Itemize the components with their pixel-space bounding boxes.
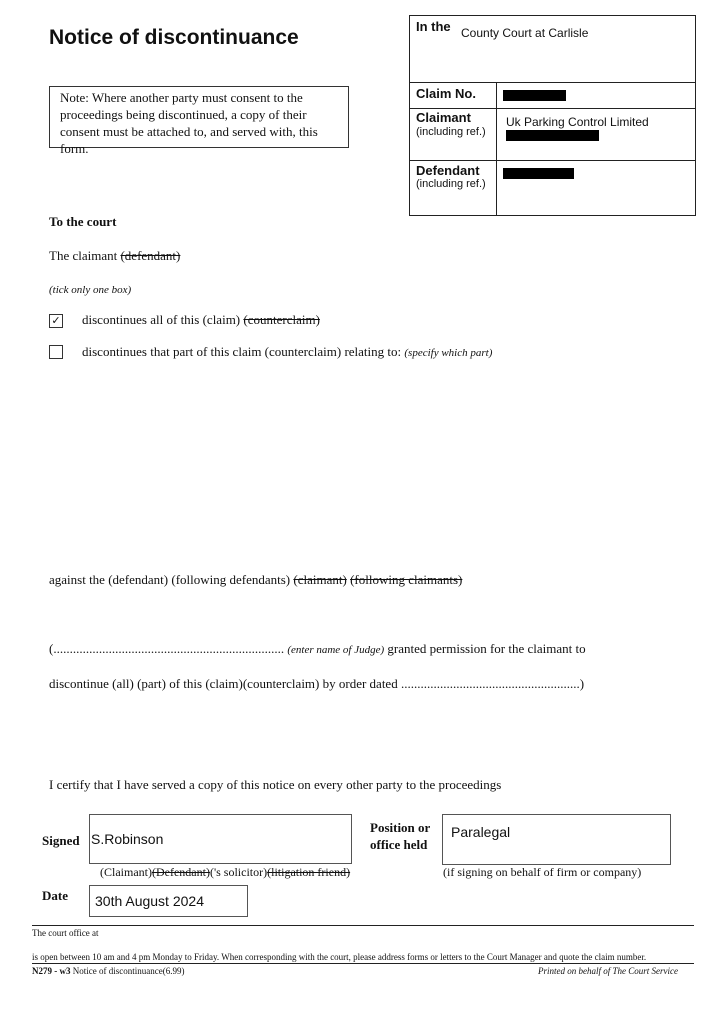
role-solicitor: ('s solicitor) [209,865,268,879]
position-label [370,819,430,853]
note-box: Note: Where another party must consent to the proceedings being discontinued, a copy of their consent must be attached to, and served with, this form. [49,86,349,148]
in-the-label: In the [416,19,451,34]
claimant-prefix: The claimant [49,248,121,263]
against-text: against the (defendant) (following defendants) [49,572,294,587]
claimant-struck-defendant: (defendant) [120,248,181,263]
certify-statement: I certify that I have served a copy of this notice on every other party to the proceedings [49,777,502,792]
position-hint: (if signing on behalf of firm or company) [443,865,642,879]
court-row [410,16,695,83]
form-code: N279 - w3 [32,966,71,976]
form-name: Notice of discontinuance(6.99) [70,966,185,976]
case-info-table [409,15,696,216]
redacted-claimant-ref [506,130,599,141]
court-name: County Court at Carlisle [461,26,589,40]
option-part-label [82,344,492,360]
option-all-checkbox[interactable]: ✓ [49,314,63,328]
option-all-struck: (counterclaim) [243,312,320,327]
role-struck-defendant: (Defendant) [151,865,210,879]
permission-line-2: discontinue (all) (part) of this (claim)(counterclaim) by order dated .......................................................) [49,676,585,691]
opening-hours-text: is open between 10 am and 4 pm Monday to Friday. When corresponding with the court, please address forms or letters to the Court Manager and quote the claim number. [32,952,647,962]
date-label: Date [42,888,68,903]
redacted-claim-no [503,90,566,101]
redacted-defendant [503,168,574,179]
option-all-label [82,312,320,328]
tick-hint: (tick only one box) [49,284,132,296]
claim-no-label: Claim No. [416,86,476,101]
option-part-hint: (specify which part) [404,347,493,359]
permission-hint: (enter name of Judge) [287,644,385,656]
role-claimant: (Claimant) [100,865,152,879]
to-the-court-heading: To the court [49,214,117,229]
against-struck-following-claimants: (following claimants) [350,572,463,587]
signer-role-line [100,865,350,880]
defendant-row [410,161,695,215]
claimant-line [49,248,180,264]
court-office-text: The court office at [32,928,99,938]
date-field[interactable]: 30th August 2024 [89,885,248,917]
printed-on-behalf: Printed on behalf of The Court Service [538,966,678,976]
signed-label: Signed [42,833,80,848]
position-label-line-1: Position or [370,820,431,835]
permission-line-1 [49,641,586,657]
option-all-text: discontinues all of this (claim) [82,312,244,327]
footer-divider-top [32,925,694,926]
against-struck-claimant: (claimant) [293,572,347,587]
signed-field[interactable]: S.Robinson [89,814,352,864]
against-line [49,572,462,588]
form-reference [32,966,184,976]
claim-no-row [410,82,695,109]
defendant-sub-label: (including ref.) [416,178,486,190]
option-part-text: discontinues that part of this claim (counterclaim) relating to: [82,344,405,359]
claimant-row [410,109,695,161]
position-field[interactable]: Paralegal [442,814,671,865]
permission-start: (....................................................................... [49,641,285,656]
claimant-label: Claimant [416,110,471,125]
claimant-sub-label: (including ref.) [416,126,486,138]
defendant-label: Defendant [416,163,480,178]
footer-divider-bottom [32,963,694,964]
position-label-line-2: office held [370,837,428,852]
option-part-checkbox[interactable] [49,345,63,359]
page-title: Notice of discontinuance [49,26,299,49]
claimant-name: Uk Parking Control Limited [506,115,649,129]
permission-end: granted permission for the claimant to [384,641,586,656]
role-struck-litigation-friend: (litigation friend) [267,865,351,879]
